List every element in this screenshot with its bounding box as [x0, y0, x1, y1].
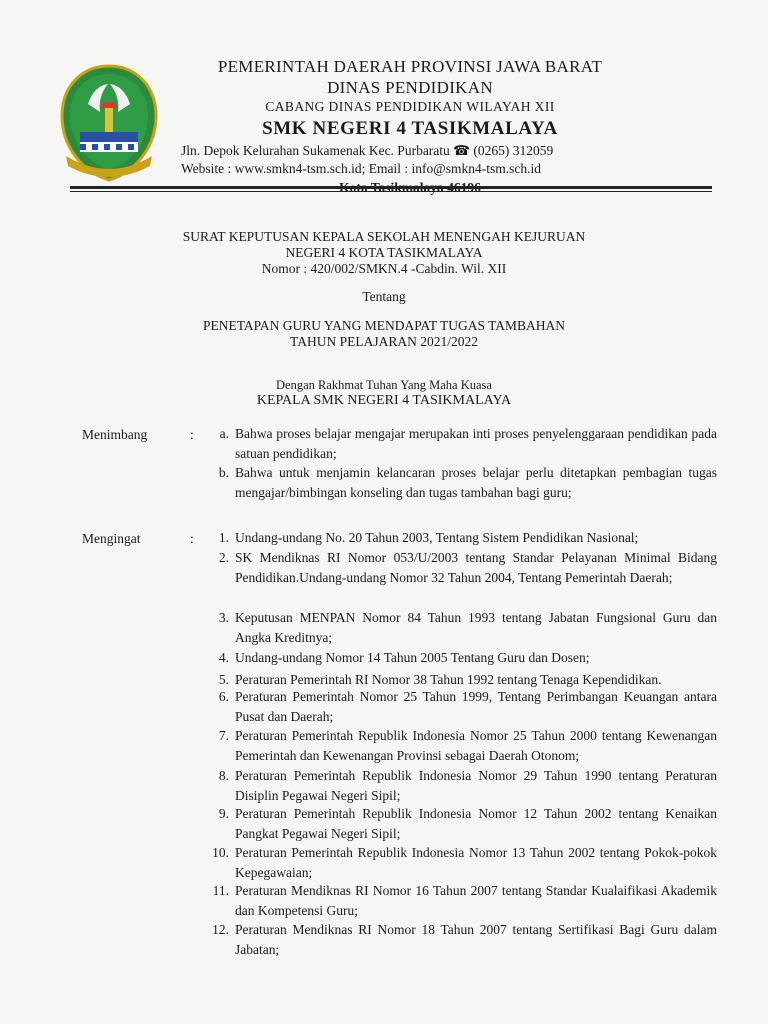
letterhead	[180, 56, 640, 197]
mengingat-item	[205, 608, 717, 647]
letterhead-divider-thick	[70, 186, 712, 189]
item-text: Peraturan Pemerintah RI Nomor 38 Tahun 1992 tentang Tenaga Kependidikan.	[235, 672, 662, 687]
rakhmat-line: Dengan Rakhmat Tuhan Yang Maha Kuasa	[276, 378, 492, 392]
item-number: 2.	[218, 550, 229, 565]
item-number: 8.	[218, 768, 229, 783]
item-number: 4.	[218, 650, 229, 665]
mengingat-item	[205, 528, 717, 548]
item-text: Bahwa untuk menjamin kelancaran proses belajar perlu ditetapkan pembagian tugas mengajar/bimbingan konseling dan tugas tambahan bagi guru;	[235, 465, 717, 500]
item-text: Bahwa proses belajar mengajar merupakan inti proses penyelenggaraan pendidikan pada satuan pendidikan;	[235, 426, 717, 461]
item-number: 5.	[218, 672, 229, 687]
mengingat-item	[205, 648, 717, 668]
item-number: 12.	[212, 922, 229, 937]
branch-name: CABANG DINAS PENDIDIKAN WILAYAH XII	[265, 99, 555, 114]
tentang-label: Tentang	[362, 289, 406, 304]
item-number: 7.	[218, 728, 229, 743]
item-text: Undang-undang Nomor 14 Tahun 2005 Tentang Guru dan Dosen;	[235, 650, 590, 665]
item-text: Peraturan Pemerintah Republik Indonesia Nomor 25 Tahun 2000 tentang Kewenangan Pemerintah dan Kewenangan Provinsi sebagai Daerah Otonom;	[235, 728, 717, 763]
item-number: a.	[219, 426, 229, 441]
item-text: Peraturan Mendiknas RI Nomor 18 Tahun 2007 tentang Sertifikasi Bagi Guru dalam Jabatan;	[235, 922, 717, 957]
decree-subject-line1: PENETAPAN GURU YANG MENDAPAT TUGAS TAMBAHAN	[202, 318, 565, 333]
item-number: 9.	[218, 806, 229, 821]
item-text: Peraturan Mendiknas RI Nomor 16 Tahun 2007 tentang Standar Kualaifikasi Akademik dan Kompetensi Guru;	[235, 883, 717, 918]
decree-number: Nomor : 420/002/SMKN.4 -Cabdin. Wil. XII	[261, 261, 507, 276]
mengingat-colon: :	[190, 531, 194, 546]
item-text: Undang-undang No. 20 Tahun 2003, Tentang Sistem Pendidikan Nasional;	[235, 530, 639, 545]
item-text: SK Mendiknas RI Nomor 053/U/2003 tentang Standar Pelayanan Minimal Bidang Pendidikan.Undang-undang Nomor 32 Tahun 2004, Tentang Pemerintah Daerah;	[235, 550, 717, 585]
school-contact: Website : www.smkn4-tsm.sch.id; Email : info@smkn4-tsm.sch.id	[181, 161, 541, 176]
decree-subject-line2: TAHUN PELAJARAN 2021/2022	[290, 334, 478, 349]
principal-heading: KEPALA SMK NEGERI 4 TASIKMALAYA	[256, 393, 512, 408]
item-number: 10.	[212, 845, 229, 860]
decree-title-line1: SURAT KEPUTUSAN KEPALA SEKOLAH MENENGAH KEJURUAN	[182, 229, 586, 244]
school-name: SMK NEGERI 4 TASIKMALAYA	[262, 118, 558, 139]
menimbang-label: Menimbang	[82, 427, 148, 442]
school-address: Jln. Depok Kelurahan Sukamenak Kec. Purbaratu ☎ (0265) 312059	[181, 143, 554, 158]
mengingat-item	[205, 843, 717, 882]
letterhead-divider-thin	[70, 191, 712, 192]
mengingat-item	[205, 726, 717, 765]
mengingat-item	[205, 920, 717, 959]
item-text: Peraturan Pemerintah Republik Indonesia Nomor 29 Tahun 1990 tentang Peraturan Disiplin Pegawai Negeri Sipil;	[235, 768, 717, 803]
menimbang-item	[205, 424, 717, 463]
mengingat-item	[205, 804, 717, 843]
jawa-barat-emblem-logo	[58, 64, 160, 182]
item-number: 6.	[218, 689, 229, 704]
item-text: Peraturan Pemerintah Nomor 25 Tahun 1999, Tentang Perimbangan Keuangan antara Pusat dan Daerah;	[235, 689, 717, 724]
decree-title-line2: NEGERI 4 KOTA TASIKMALAYA	[285, 245, 483, 260]
item-text: Keputusan MENPAN Nomor 84 Tahun 1993 tentang Jabatan Fungsional Guru dan Angka Kreditnya;	[235, 610, 717, 645]
mengingat-label: Mengingat	[82, 531, 141, 546]
mengingat-item	[205, 548, 717, 587]
agency-name: DINAS PENDIDIKAN	[327, 78, 493, 97]
mengingat-item	[205, 766, 717, 805]
item-number: 11.	[212, 883, 229, 898]
item-text: Peraturan Pemerintah Republik Indonesia Nomor 13 Tahun 2002 tentang Pokok-pokok Kepegawaian;	[235, 845, 717, 880]
government-name: PEMERINTAH DAERAH PROVINSI JAWA BARAT	[217, 57, 603, 76]
item-text: Peraturan Pemerintah Republik Indonesia Nomor 12 Tahun 2002 tentang Kenaikan Pangkat Pegawai Negeri Sipil;	[235, 806, 717, 841]
item-number: b.	[218, 465, 229, 480]
mengingat-item	[205, 881, 717, 920]
mengingat-item	[205, 687, 717, 726]
item-number: 1.	[218, 530, 229, 545]
menimbang-colon: :	[190, 427, 194, 442]
menimbang-item	[205, 463, 717, 502]
item-number: 3.	[218, 610, 229, 625]
